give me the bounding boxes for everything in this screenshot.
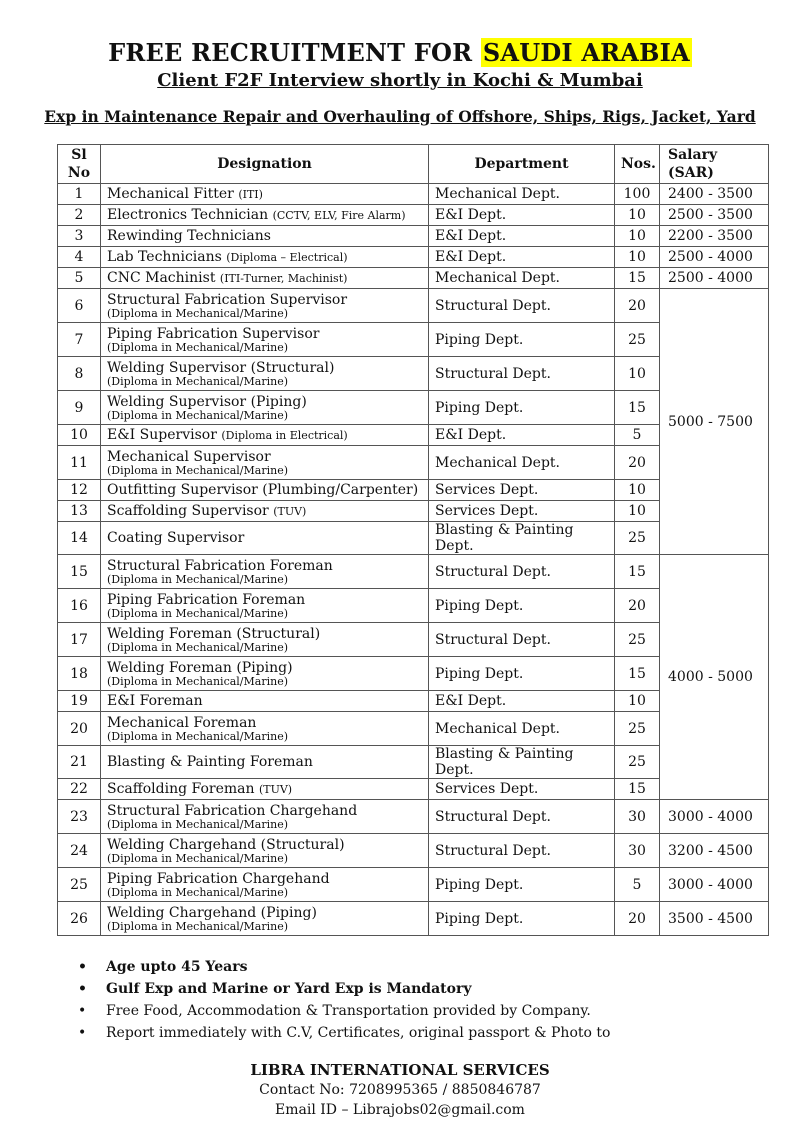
cell-sl-no: 5 xyxy=(58,268,101,289)
cell-nos: 25 xyxy=(615,746,660,779)
footer xyxy=(0,1060,800,1120)
cell-designation xyxy=(101,480,429,501)
page-subtitle: Client F2F Interview shortly in Kochi & Mumbai xyxy=(157,70,643,91)
designation-title: E&I Foreman xyxy=(107,693,203,709)
designation-title: Coating Supervisor xyxy=(107,530,245,546)
designation-title: Structural Fabrication Chargehand xyxy=(107,802,358,819)
cell-nos: 10 xyxy=(615,247,660,268)
cell-sl-no: 10 xyxy=(58,425,101,446)
cell-designation xyxy=(101,425,429,446)
cell-sl-no: 15 xyxy=(58,555,101,589)
cell-designation xyxy=(101,268,429,289)
cell-sl-no: 4 xyxy=(58,247,101,268)
cell-sl-no: 21 xyxy=(58,746,101,779)
cell-department: E&I Dept. xyxy=(429,247,615,268)
cell-salary: 3200 - 4500 xyxy=(660,834,769,868)
cell-department: Mechanical Dept. xyxy=(429,446,615,480)
cell-designation xyxy=(101,691,429,712)
page-title xyxy=(0,38,800,68)
cell-salary-group: 5000 - 7500 xyxy=(660,289,769,555)
designation-title: Piping Fabrication Chargehand xyxy=(107,870,330,887)
contact-numbers: Contact No: 7208995365 / 8850846787 xyxy=(259,1082,541,1098)
cell-designation xyxy=(101,623,429,657)
designation-title: Blasting & Painting Foreman xyxy=(107,754,313,770)
header-nos: Nos. xyxy=(615,145,660,184)
cell-salary: 2500 - 4000 xyxy=(660,247,769,268)
requirement-item: • Gulf Exp and Marine or Yard Exp is Mandatory xyxy=(78,978,610,1000)
cell-sl-no: 23 xyxy=(58,800,101,834)
cell-designation xyxy=(101,800,429,834)
cell-sl-no: 26 xyxy=(58,902,101,936)
cell-nos: 20 xyxy=(615,589,660,623)
cell-nos: 25 xyxy=(615,623,660,657)
cell-sl-no: 13 xyxy=(58,501,101,522)
table-row xyxy=(58,289,769,323)
cell-department: Mechanical Dept. xyxy=(429,184,615,205)
cell-sl-no: 18 xyxy=(58,657,101,691)
designation-qualification: (TUV) xyxy=(273,504,307,518)
experience-line: Exp in Maintenance Repair and Overhauling of Offshore, Ships, Rigs, Jacket, Yard xyxy=(44,107,756,126)
cell-designation xyxy=(101,522,429,555)
designation-title: Structural Fabrication Supervisor xyxy=(107,291,348,308)
cell-designation xyxy=(101,446,429,480)
jobs-table xyxy=(57,144,769,936)
designation-title: E&I Supervisor xyxy=(107,426,217,443)
table-row xyxy=(58,868,769,902)
cell-nos: 30 xyxy=(615,800,660,834)
cell-department: E&I Dept. xyxy=(429,226,615,247)
cell-sl-no: 2 xyxy=(58,205,101,226)
cell-department: Services Dept. xyxy=(429,501,615,522)
table-row xyxy=(58,268,769,289)
designation-qualification: (Diploma in Mechanical/Marine) xyxy=(107,340,289,354)
cell-designation xyxy=(101,712,429,746)
cell-nos: 15 xyxy=(615,657,660,691)
cell-designation xyxy=(101,555,429,589)
cell-salary: 3000 - 4000 xyxy=(660,800,769,834)
cell-salary: 2500 - 4000 xyxy=(660,268,769,289)
cell-sl-no: 17 xyxy=(58,623,101,657)
cell-nos: 15 xyxy=(615,268,660,289)
cell-sl-no: 20 xyxy=(58,712,101,746)
cell-department: Services Dept. xyxy=(429,779,615,800)
cell-sl-no: 7 xyxy=(58,323,101,357)
cell-salary: 2500 - 3500 xyxy=(660,205,769,226)
cell-department: E&I Dept. xyxy=(429,205,615,226)
cell-department: Structural Dept. xyxy=(429,834,615,868)
cell-nos: 10 xyxy=(615,205,660,226)
designation-qualification: (Diploma in Mechanical/Marine) xyxy=(107,306,289,320)
cell-nos: 15 xyxy=(615,555,660,589)
cell-nos: 100 xyxy=(615,184,660,205)
cell-nos: 10 xyxy=(615,691,660,712)
title-highlight: SAUDI ARABIA xyxy=(482,38,690,67)
designation-qualification: (Diploma in Mechanical/Marine) xyxy=(107,674,289,688)
cell-department: Piping Dept. xyxy=(429,868,615,902)
cell-sl-no: 25 xyxy=(58,868,101,902)
cell-nos: 10 xyxy=(615,357,660,391)
designation-title: Welding Foreman (Piping) xyxy=(107,659,293,676)
table-row xyxy=(58,902,769,936)
designation-title: Mechanical Fitter xyxy=(107,185,234,202)
cell-designation xyxy=(101,184,429,205)
cell-department: Mechanical Dept. xyxy=(429,712,615,746)
cell-designation xyxy=(101,247,429,268)
table-row xyxy=(58,226,769,247)
cell-nos: 5 xyxy=(615,868,660,902)
cell-designation xyxy=(101,657,429,691)
designation-qualification: (Diploma in Mechanical/Marine) xyxy=(107,572,289,586)
cell-sl-no: 11 xyxy=(58,446,101,480)
header-sl-no: Sl No xyxy=(58,145,101,184)
designation-title: Welding Foreman (Structural) xyxy=(107,625,321,642)
cell-nos: 20 xyxy=(615,902,660,936)
designation-title: Scaffolding Foreman xyxy=(107,780,255,797)
header-designation: Designation xyxy=(101,145,429,184)
designation-qualification: (Diploma in Mechanical/Marine) xyxy=(107,885,289,899)
cell-department: Piping Dept. xyxy=(429,657,615,691)
designation-qualification: (TUV) xyxy=(258,782,293,796)
cell-salary: 2400 - 3500 xyxy=(660,184,769,205)
header-department: Department xyxy=(429,145,615,184)
table-row xyxy=(58,205,769,226)
cell-designation xyxy=(101,205,429,226)
cell-sl-no: 8 xyxy=(58,357,101,391)
cell-designation xyxy=(101,226,429,247)
cell-nos: 15 xyxy=(615,779,660,800)
cell-department: E&I Dept. xyxy=(429,691,615,712)
cell-designation xyxy=(101,323,429,357)
cell-nos: 20 xyxy=(615,289,660,323)
cell-nos: 25 xyxy=(615,712,660,746)
cell-designation xyxy=(101,589,429,623)
cell-designation xyxy=(101,779,429,800)
designation-qualification: (Diploma in Mechanical/Marine) xyxy=(107,408,289,422)
cell-department: Structural Dept. xyxy=(429,289,615,323)
cell-sl-no: 19 xyxy=(58,691,101,712)
cell-nos: 10 xyxy=(615,226,660,247)
designation-qualification: (Diploma in Mechanical/Marine) xyxy=(107,851,289,865)
cell-sl-no: 1 xyxy=(58,184,101,205)
designation-title: Welding Supervisor (Structural) xyxy=(107,359,335,376)
table-row xyxy=(58,800,769,834)
cell-nos: 15 xyxy=(615,391,660,425)
cell-sl-no: 3 xyxy=(58,226,101,247)
cell-designation xyxy=(101,501,429,522)
designation-qualification: (ITI-Turner, Machinist) xyxy=(219,271,348,285)
company-name: LIBRA INTERNATIONAL SERVICES xyxy=(250,1061,550,1079)
cell-department: Mechanical Dept. xyxy=(429,268,615,289)
cell-designation xyxy=(101,868,429,902)
jobs-table-body xyxy=(58,184,769,936)
cell-department: Structural Dept. xyxy=(429,357,615,391)
cell-designation xyxy=(101,357,429,391)
designation-qualification: (Diploma in Mechanical/Marine) xyxy=(107,463,289,477)
designation-qualification: (CCTV, ELV, Fire Alarm) xyxy=(272,208,406,222)
designation-qualification: (Diploma in Mechanical/Marine) xyxy=(107,919,289,933)
cell-department: Blasting & Painting Dept. xyxy=(429,746,615,779)
designation-qualification: (Diploma in Mechanical/Marine) xyxy=(107,606,289,620)
designation-title: Rewinding Technicians xyxy=(107,228,271,244)
designation-title: Piping Fabrication Supervisor xyxy=(107,325,320,342)
table-row xyxy=(58,834,769,868)
cell-salary-group: 4000 - 5000 xyxy=(660,555,769,800)
cell-department: E&I Dept. xyxy=(429,425,615,446)
designation-title: Mechanical Supervisor xyxy=(107,448,271,465)
designation-title: Electronics Technician xyxy=(107,206,269,223)
cell-nos: 5 xyxy=(615,425,660,446)
cell-salary: 3500 - 4500 xyxy=(660,902,769,936)
requirements-list xyxy=(78,956,610,1044)
cell-nos: 10 xyxy=(615,480,660,501)
cell-department: Piping Dept. xyxy=(429,391,615,425)
designation-title: Mechanical Foreman xyxy=(107,714,257,731)
requirement-item: • Age upto 45 Years xyxy=(78,956,610,978)
cell-salary: 2200 - 3500 xyxy=(660,226,769,247)
cell-department: Structural Dept. xyxy=(429,623,615,657)
designation-title: Welding Chargehand (Piping) xyxy=(107,904,317,921)
title-prefix: FREE RECRUITMENT FOR xyxy=(108,38,481,67)
cell-sl-no: 12 xyxy=(58,480,101,501)
cell-sl-no: 16 xyxy=(58,589,101,623)
cell-sl-no: 14 xyxy=(58,522,101,555)
email-address: Email ID – Librajobs02@gmail.com xyxy=(275,1102,525,1118)
cell-department: Structural Dept. xyxy=(429,800,615,834)
designation-qualification: (ITI) xyxy=(238,187,263,201)
cell-sl-no: 22 xyxy=(58,779,101,800)
cell-designation xyxy=(101,391,429,425)
cell-designation xyxy=(101,746,429,779)
cell-nos: 30 xyxy=(615,834,660,868)
cell-designation xyxy=(101,834,429,868)
designation-title: CNC Machinist xyxy=(107,269,216,286)
cell-department: Blasting & Painting Dept. xyxy=(429,522,615,555)
table-row xyxy=(58,247,769,268)
designation-qualification: (Diploma in Mechanical/Marine) xyxy=(107,374,289,388)
cell-sl-no: 6 xyxy=(58,289,101,323)
cell-nos: 10 xyxy=(615,501,660,522)
table-header-row xyxy=(58,145,769,184)
designation-qualification: (Diploma in Mechanical/Marine) xyxy=(107,817,289,831)
table-row xyxy=(58,184,769,205)
table-row xyxy=(58,555,769,589)
header-salary: Salary (SAR) xyxy=(660,145,769,184)
designation-qualification: (Diploma – Electrical) xyxy=(226,250,348,264)
cell-department: Piping Dept. xyxy=(429,323,615,357)
designation-title: Piping Fabrication Foreman xyxy=(107,591,306,608)
cell-sl-no: 9 xyxy=(58,391,101,425)
cell-department: Services Dept. xyxy=(429,480,615,501)
cell-sl-no: 24 xyxy=(58,834,101,868)
designation-title: Structural Fabrication Foreman xyxy=(107,557,333,574)
designation-qualification: (Diploma in Electrical) xyxy=(221,428,348,442)
designation-qualification: (Diploma in Mechanical/Marine) xyxy=(107,729,289,743)
cell-department: Piping Dept. xyxy=(429,589,615,623)
designation-title: Scaffolding Supervisor xyxy=(107,502,269,519)
designation-qualification: (Diploma in Mechanical/Marine) xyxy=(107,640,289,654)
designation-title: Lab Technicians xyxy=(107,248,222,265)
cell-salary: 3000 - 4000 xyxy=(660,868,769,902)
cell-department: Structural Dept. xyxy=(429,555,615,589)
designation-title: Welding Supervisor (Piping) xyxy=(107,393,307,410)
cell-nos: 20 xyxy=(615,446,660,480)
cell-nos: 25 xyxy=(615,522,660,555)
cell-department: Piping Dept. xyxy=(429,902,615,936)
requirement-item: • Free Food, Accommodation & Transportation provided by Company. xyxy=(78,1000,610,1022)
cell-designation xyxy=(101,902,429,936)
cell-designation xyxy=(101,289,429,323)
cell-nos: 25 xyxy=(615,323,660,357)
requirement-item: • Report immediately with C.V, Certificates, original passport & Photo to xyxy=(78,1022,610,1044)
header xyxy=(0,38,800,128)
designation-title: Welding Chargehand (Structural) xyxy=(107,836,345,853)
designation-title: Outfitting Supervisor (Plumbing/Carpenter) xyxy=(107,482,419,498)
